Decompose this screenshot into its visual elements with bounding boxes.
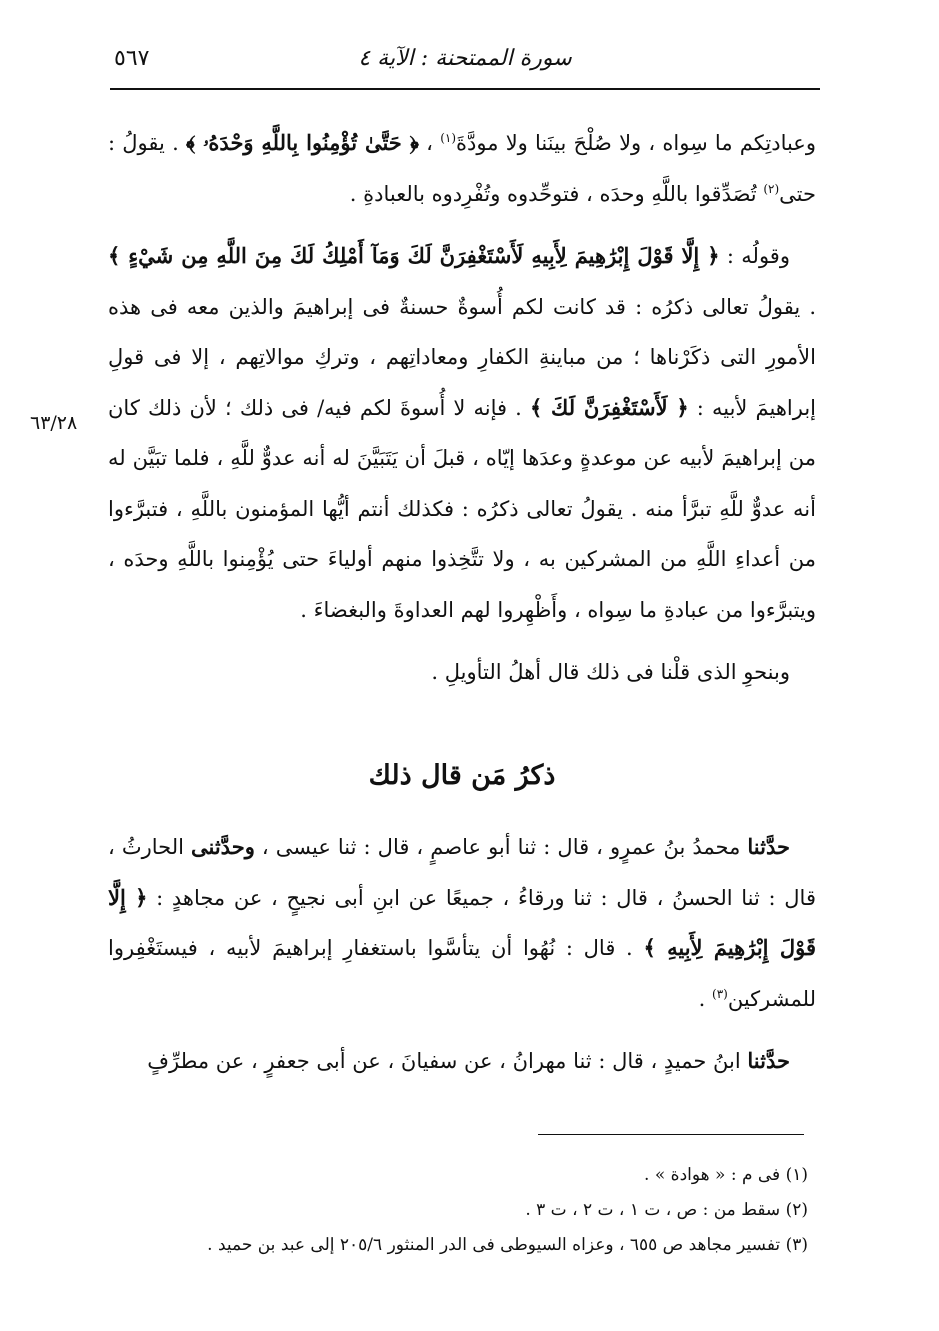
text-run: وعبادتِكم ما سِواه ، ولا صُلْحَ بينَنا ولا مودَّةَ (456, 131, 816, 155)
footnote-marker: (١) (440, 131, 457, 145)
quran-quote: ﴿ لَأَسْتَغْفِرَنَّ لَكَ ﴾ (529, 394, 689, 420)
running-title: سورة الممتحنة : الآية ٤ (358, 46, 572, 71)
text-run: . يقولُ : حتى (108, 131, 816, 206)
footnote-marker: (٢) (763, 181, 780, 196)
footnote-2: (٢) سقط من : ص ، ت ١ ، ت ٢ ، ت ٣ . (525, 1200, 808, 1220)
quran-quote: ﴿ إِلَّا قَوْلَ إِبْرَٰهِيمَ لِأَبِيهِ ﴾ (108, 884, 816, 960)
footnotes (108, 1158, 808, 1263)
section-heading: ذكرُ مَن قال ذلك (368, 760, 556, 791)
footnote-marker: (٣) (712, 986, 728, 1001)
quran-quote: ﴿ حَتَّىٰ تُؤْمِنُوا بِاللَّهِ وَحْدَهُۥ ﴾ (186, 130, 419, 155)
text-run: . (698, 986, 713, 1011)
hadith-section (108, 822, 816, 1087)
text-run: . يقولُ تعالى ذكرُه : قد كانت لكم أُسوةٌ حسنةٌ فى إبراهيمَ والذين معه فى هذه الأمورِ التى ذكَرْناها ؛ من مباينةِ الكفارِ ومعاداتِهم ، وتركِ موالاتِهم ، إلا فى قولِ إبراهيمَ لأبيه : (108, 294, 817, 420)
isnad-lead: حدَّثنا (747, 834, 790, 859)
main-text (108, 118, 816, 698)
hadith-2 (108, 1036, 816, 1087)
quran-quote: ﴿ إِلَّا قَوْلَ إِبْرَٰهِيمَ لِأَبِيهِ لَأَسْتَغْفِرَنَّ لَكَ وَمَآ أَمْلِكُ لَكَ مِنَ اللَّهِ مِن شَيْءٍ ﴾ (108, 243, 720, 268)
page-header (110, 40, 820, 90)
footnote-3: (٣) تفسير مجاهد ص ٦٥٥ ، وعزاه السيوطى فى الدر المنثور ٢٠٥/٦ إلى عبد بن حميد . (207, 1235, 808, 1255)
text-run: . قال : نُهُوا أن يتأسَّوا باستغفارِ إبراهيمَ لأبيه ، فيستَغْفِروا للمشركين (108, 936, 816, 1011)
text-run: ابنُ حميدٍ ، قال : ثنا مهرانُ ، عن سفيانَ ، عن أبى جعفرٍ ، عن مطرِّفٍ (147, 1049, 748, 1073)
text-run: الحارثُ ، قال : ثنا الحسنُ ، قال : ثنا ورقاءُ ، جميعًا عن ابنِ أبى نجيحٍ ، عن مجاهدٍ : (108, 835, 816, 910)
isnad-lead: حدَّثنا (747, 1048, 790, 1073)
header-rule (110, 88, 820, 90)
margin-reference: ٦٣/٢٨ (30, 412, 78, 434)
text-run: محمدُ بنُ عمرٍو ، قال : ثنا أبو عاصمٍ ، قال : ثنا عيسى ، (254, 835, 748, 859)
paragraph-3: وبنحوِ الذى قلْنا فى ذلك قال أهلُ التأويلِ . (431, 660, 790, 684)
footnote-separator (538, 1134, 804, 1135)
paragraph-1 (108, 118, 816, 219)
page-number: ٥٦٧ (114, 46, 150, 71)
hadith-1 (108, 822, 816, 1024)
text-run: ، (418, 131, 441, 155)
footnote-1: (١) فى م : « هوادة » . (644, 1165, 808, 1185)
isnad-lead: وحدَّثنى (191, 834, 255, 859)
text-run: . فإنه لا أُسوةَ لكم فيه/ فى ذلك ؛ لأن ذلك كان من إبراهيمَ لأبيه عن موعدةٍ وعدَها إيّاه ، قبلَ أن يَتَبَيَّنَ له أنه عدوٌّ للَّهِ ، فلما تبَيَّن له أنه عدوٌّ للَّهِ تبرَّأ منه . يقولُ تعالى ذكرُه : فكذلك أنتم أيُّها المؤمنون باللَّهِ ، فتبرَّءوا من أعداءِ اللَّهِ من المشركين به ، ولا تتَّخِذوا منهم أولياءَ حتى يُؤْمِنوا باللَّهِ وحدَه ، ويتبرَّءوا من عبادةِ ما سِواه ، وأَظْهِروا لهم العداوةَ والبغضاءَ . (108, 395, 816, 622)
text-run: وقولُه : (719, 244, 790, 268)
paragraph-2 (108, 231, 816, 635)
text-run: تُصَدِّقوا باللَّهِ وحدَه ، فتوحِّدوه وتُفْرِدوه بالعبادةِ . (349, 181, 764, 206)
